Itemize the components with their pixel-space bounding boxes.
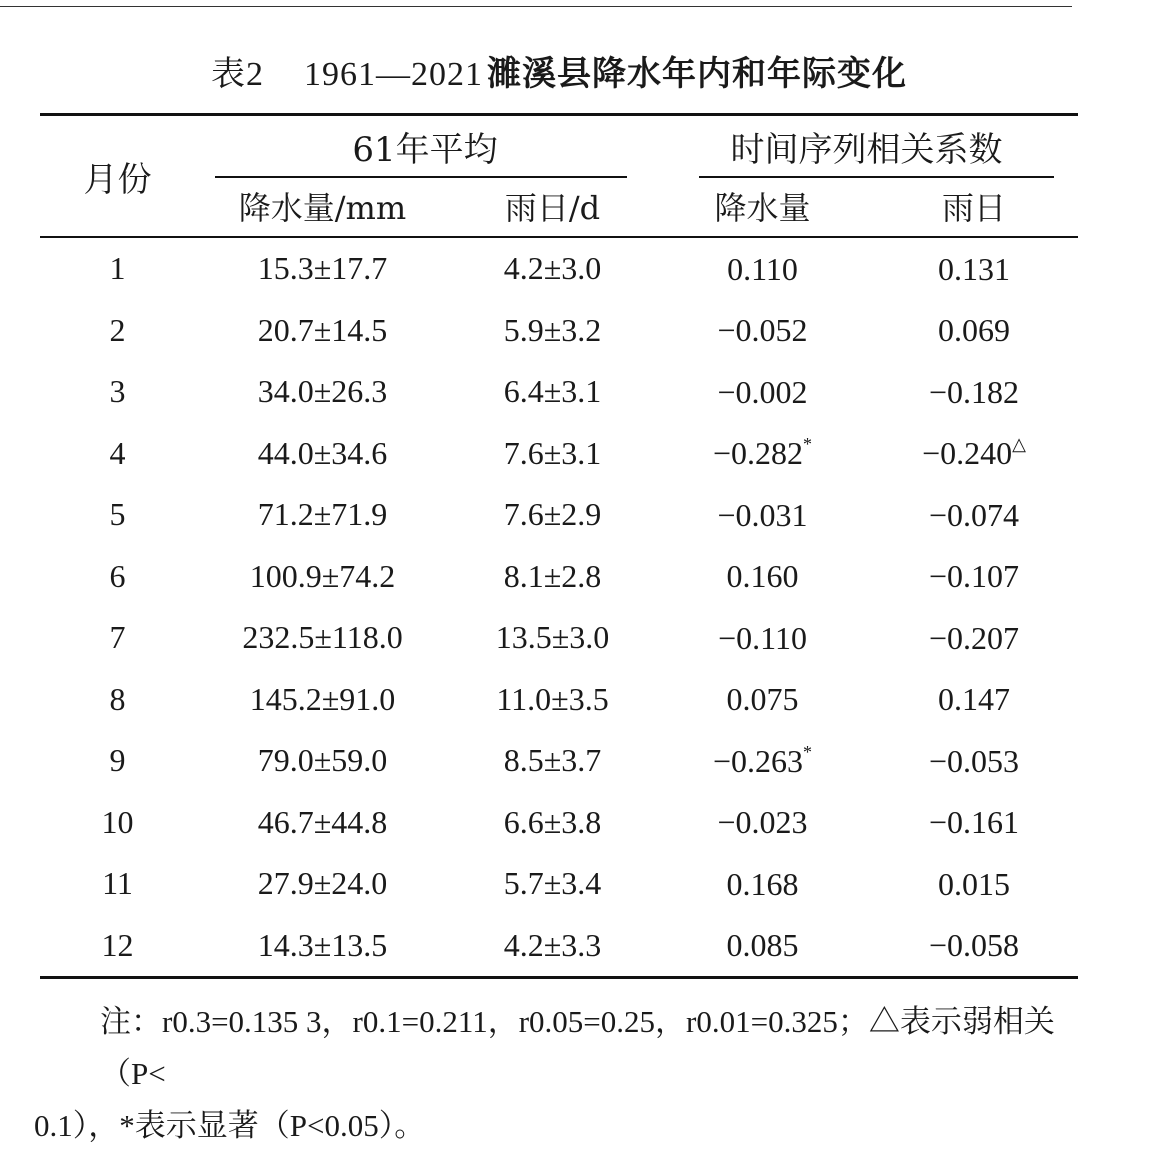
table-caption	[0, 46, 1118, 95]
cell-corr-raindays-value: −0.053	[928, 742, 1020, 779]
cell-raindays-value: 6.6±3.8	[503, 803, 602, 840]
cell-precip-value: 145.2±91.0	[249, 680, 396, 717]
cell-precip-value: 20.7±14.5	[257, 311, 388, 348]
cell-month	[40, 237, 195, 300]
cell-month	[40, 361, 195, 423]
cell-corr-precip-value: 0.168	[726, 865, 799, 902]
table-row	[40, 300, 1078, 362]
cell-raindays-value: 7.6±3.1	[503, 434, 602, 471]
cell-precip	[195, 607, 450, 669]
cell-precip	[195, 792, 450, 854]
table-row	[40, 730, 1078, 792]
cell-precip	[195, 484, 450, 546]
cell-precip	[195, 915, 450, 978]
cell-raindays	[450, 853, 655, 915]
cell-month-value: 5	[109, 496, 126, 533]
cell-precip-value: 46.7±44.8	[257, 803, 388, 840]
cell-corr-raindays-value: −0.240	[922, 435, 1013, 472]
cell-raindays-value: 8.5±3.7	[503, 742, 602, 779]
note-line-2: 0.1），*表示显著（P<0.05）。	[34, 1108, 426, 1143]
cell-corr-precip	[655, 484, 870, 546]
cell-raindays	[450, 915, 655, 978]
cell-corr-precip	[655, 607, 870, 669]
cell-month-value: 11	[102, 865, 133, 902]
cell-raindays-value: 5.7±3.4	[503, 865, 602, 902]
table-note	[34, 996, 1084, 1152]
cell-precip	[195, 300, 450, 362]
cell-month-value: 3	[109, 373, 126, 410]
cell-precip	[195, 423, 450, 485]
cell-corr-precip	[655, 361, 870, 423]
cell-raindays-value: 11.0±3.5	[496, 680, 609, 717]
cell-corr-raindays	[870, 792, 1078, 854]
cell-corr-raindays	[870, 546, 1078, 608]
cell-month-value: 10	[101, 803, 134, 840]
cell-corr-precip-value: 0.075	[726, 681, 799, 718]
cell-month	[40, 669, 195, 731]
cell-corr-raindays-value: 0.131	[938, 250, 1011, 287]
data-table	[40, 113, 1078, 979]
cell-raindays	[450, 237, 655, 300]
cell-corr-precip	[655, 915, 870, 978]
table-row	[40, 915, 1078, 978]
cell-month-value: 7	[109, 619, 126, 656]
cell-month-value: 12	[101, 926, 134, 963]
cell-corr-precip-value: 0.160	[726, 558, 799, 595]
mean-group-label: 61年平均	[352, 129, 498, 170]
cell-month	[40, 792, 195, 854]
table-row	[40, 669, 1078, 731]
cell-corr-raindays	[870, 853, 1078, 915]
cell-corr-precip	[655, 423, 870, 485]
caption-title: 濉溪县降水年内和年际变化	[487, 54, 907, 94]
cell-precip	[195, 669, 450, 731]
cell-corr-precip-value: −0.031	[717, 496, 808, 533]
table-row	[40, 361, 1078, 423]
note-line-1: 注：r0.3=0.135 3，r0.1=0.211，r0.05=0.25，r0.01=0.325；△表示弱相关（P<	[100, 1004, 1055, 1091]
cell-corr-raindays-value: 0.015	[938, 865, 1011, 902]
col-header-raindays-d: 雨日/d	[450, 176, 655, 237]
table-row	[40, 792, 1078, 854]
cell-corr-raindays	[870, 915, 1078, 978]
cell-corr-precip	[655, 300, 870, 362]
cell-precip	[195, 237, 450, 300]
col-header-corr-raindays: 雨日	[870, 176, 1078, 237]
table-row	[40, 423, 1078, 485]
corr-group-label: 时间序列相关系数	[730, 129, 1003, 170]
cell-month-value: 4	[109, 434, 126, 471]
month-header: 月份	[40, 115, 195, 238]
cell-month	[40, 607, 195, 669]
cell-precip-value: 71.2±71.9	[257, 496, 388, 533]
cell-corr-raindays-value: 0.147	[938, 681, 1011, 718]
cell-corr-raindays	[870, 730, 1078, 792]
cell-month-value: 1	[109, 250, 126, 287]
cell-month	[40, 300, 195, 362]
cell-raindays	[450, 669, 655, 731]
cell-corr-raindays-value: −0.058	[928, 927, 1020, 964]
cell-raindays	[450, 361, 655, 423]
cell-raindays-value: 8.1±2.8	[503, 557, 602, 594]
caption-years: 1961—2021	[304, 56, 483, 93]
cell-corr-raindays-value: −0.182	[928, 373, 1020, 410]
cell-corr-raindays-value: −0.207	[928, 619, 1020, 656]
significance-mark: *	[803, 434, 813, 455]
table-row	[40, 546, 1078, 608]
corr-group-header	[655, 115, 1078, 177]
cell-corr-raindays	[870, 484, 1078, 546]
table-row	[40, 853, 1078, 915]
cell-corr-precip-value: −0.023	[717, 804, 808, 841]
col-header-corr-precip: 降水量	[655, 176, 870, 237]
cell-corr-raindays-value: −0.074	[928, 496, 1020, 533]
cell-month-value: 9	[109, 742, 126, 779]
cell-corr-raindays	[870, 237, 1078, 300]
cell-corr-raindays	[870, 300, 1078, 362]
cell-raindays	[450, 300, 655, 362]
cell-raindays	[450, 607, 655, 669]
cell-month-value: 6	[109, 557, 126, 594]
table-row	[40, 237, 1078, 300]
page-top-rule	[0, 6, 1072, 7]
cell-corr-raindays	[870, 669, 1078, 731]
cell-precip-value: 15.3±17.7	[257, 250, 388, 287]
cell-precip-value: 27.9±24.0	[257, 865, 388, 902]
cell-corr-precip-value: 0.085	[726, 927, 799, 964]
table-row	[40, 484, 1078, 546]
cell-corr-precip	[655, 669, 870, 731]
cell-month	[40, 730, 195, 792]
cell-corr-precip	[655, 853, 870, 915]
cell-raindays-value: 5.9±3.2	[503, 311, 602, 348]
cell-month-value: 8	[109, 680, 126, 717]
table-row	[40, 607, 1078, 669]
cell-corr-precip-value: −0.282	[712, 435, 804, 472]
mean-group-header	[195, 115, 655, 177]
cell-month	[40, 423, 195, 485]
cell-raindays	[450, 484, 655, 546]
cell-raindays-value: 13.5±3.0	[495, 619, 610, 656]
cell-month	[40, 546, 195, 608]
cell-corr-precip-value: −0.052	[717, 312, 808, 349]
cell-precip	[195, 546, 450, 608]
cell-precip-value: 232.5±118.0	[242, 619, 403, 656]
cell-corr-raindays-value: 0.069	[938, 312, 1011, 349]
cell-month	[40, 853, 195, 915]
significance-mark: *	[803, 741, 813, 762]
cell-raindays	[450, 423, 655, 485]
cell-corr-raindays	[870, 607, 1078, 669]
cell-precip-value: 14.3±13.5	[257, 926, 388, 963]
cell-precip-value: 44.0±34.6	[257, 434, 388, 471]
table-body	[40, 237, 1078, 978]
cell-precip-value: 34.0±26.3	[257, 373, 388, 410]
mean-group-rule	[215, 176, 627, 178]
table-number: 表2	[211, 56, 264, 93]
cell-precip-value: 100.9±74.2	[249, 557, 396, 594]
cell-precip	[195, 361, 450, 423]
cell-month-value: 2	[109, 311, 126, 348]
cell-corr-precip-value: −0.110	[718, 619, 807, 656]
cell-raindays	[450, 792, 655, 854]
cell-month	[40, 915, 195, 978]
precipitation-table	[40, 113, 1078, 979]
cell-raindays-value: 7.6±2.9	[503, 496, 602, 533]
cell-corr-precip	[655, 237, 870, 300]
cell-corr-precip	[655, 792, 870, 854]
col-header-precip-mm: 降水量/mm	[195, 176, 450, 237]
cell-month	[40, 484, 195, 546]
cell-corr-raindays-value: −0.107	[928, 558, 1020, 595]
cell-precip	[195, 853, 450, 915]
cell-raindays-value: 4.2±3.3	[503, 926, 602, 963]
cell-corr-precip-value: −0.002	[717, 373, 808, 410]
cell-corr-precip-value: 0.110	[727, 250, 798, 287]
cell-corr-precip-value: −0.263	[712, 742, 804, 779]
cell-raindays-value: 4.2±3.0	[503, 250, 602, 287]
cell-corr-raindays	[870, 361, 1078, 423]
cell-raindays-value: 6.4±3.1	[503, 373, 602, 410]
cell-raindays	[450, 730, 655, 792]
cell-corr-raindays-value: −0.161	[928, 804, 1020, 841]
cell-corr-raindays	[870, 423, 1078, 485]
cell-precip	[195, 730, 450, 792]
corr-group-rule	[699, 176, 1054, 178]
cell-raindays	[450, 546, 655, 608]
cell-corr-precip	[655, 730, 870, 792]
cell-precip-value: 79.0±59.0	[257, 742, 388, 779]
significance-mark: △	[1012, 434, 1026, 455]
cell-corr-precip	[655, 546, 870, 608]
